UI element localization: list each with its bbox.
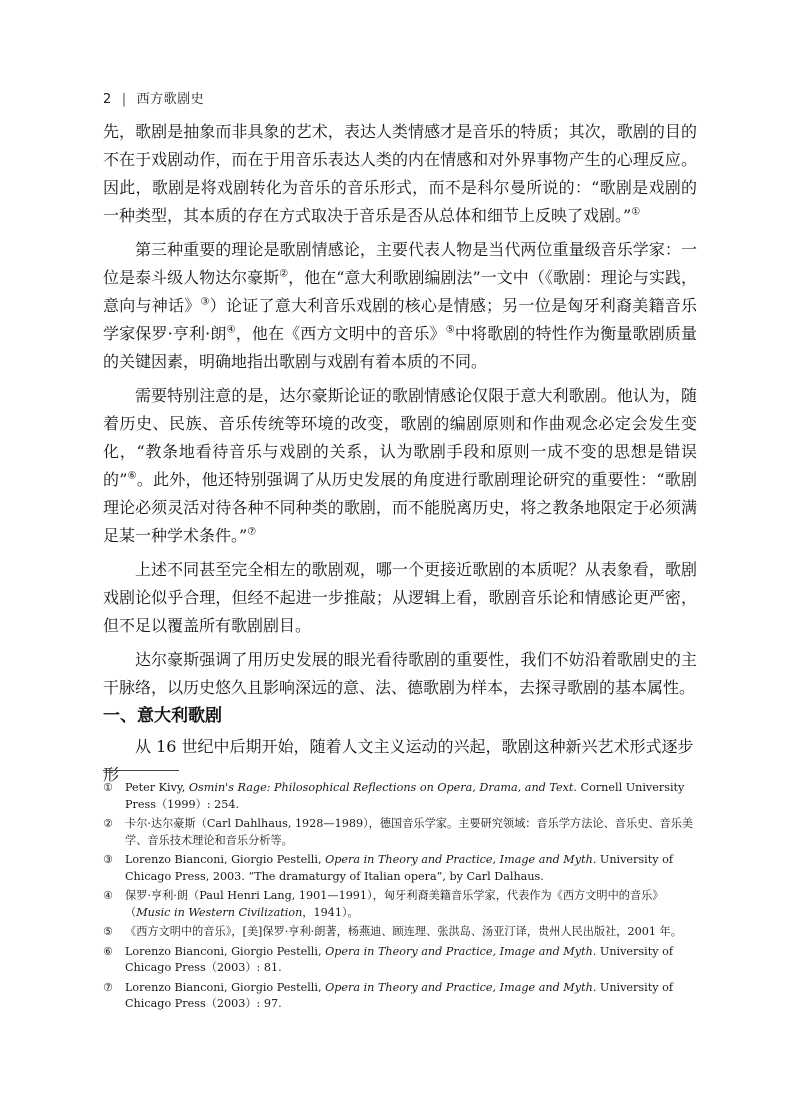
paragraph-3-text-a: 需要特别注意的是，达尔豪斯论证的歌剧情感论仅限于意大利歌剧。他认为，随着历史、民族、音乐传统等环境的改变，歌剧的编剧原则和作曲观念必定会发生变化，“教条地看待音乐与戏剧的关系，认为歌剧手段和原则一成不变的思想是错误的” bbox=[103, 386, 697, 489]
footnote bbox=[103, 852, 697, 885]
paragraph-1 bbox=[103, 118, 697, 230]
footnote bbox=[103, 924, 697, 941]
page-number: 2 bbox=[103, 92, 112, 107]
footnote-text-pre: 保罗·亨利·朗（Paul Henri Lang, 1901—1991），匈牙利裔美籍音乐学家，代表作为《西方文明中的音乐》（ bbox=[125, 889, 664, 919]
footnote bbox=[103, 816, 697, 849]
paragraph-2-text-c: ）论证了意大利音乐戏剧的核心是情感；另一位是匈牙利裔美籍音乐学家保罗·亨利·朗 bbox=[103, 296, 697, 343]
footnote-text bbox=[125, 780, 697, 813]
footnote-text bbox=[125, 924, 697, 941]
paragraph-3-text-b: 。此外，他还特别强调了从历史发展的角度进行歌剧理论研究的重要性：“歌剧理论必须灵活对待各种不同种类的歌剧，而不能脱离历史，将之教条地限定于必须满足某一种学术条件。” bbox=[103, 470, 697, 545]
footnote-text bbox=[125, 888, 697, 921]
footnote-mark: ④ bbox=[103, 889, 113, 902]
footnote-text-pre: 《西方文明中的音乐》，[美]保罗·亨利·朗著，杨燕迪、顾连理、张洪岛、汤亚汀译，贵州人民出版社，2001 年。 bbox=[125, 925, 682, 938]
paragraph-2-text-a: 第三种重要的理论是歌剧情感论，主要代表人物是当代两位重量级音乐学家：一位是泰斗级人物达尔豪斯 bbox=[103, 240, 697, 287]
footnote-text-pre: Lorenzo Bianconi, Giorgio Pestelli, bbox=[125, 853, 326, 866]
paragraph-5: 达尔豪斯强调了用历史发展的眼光看待歌剧的重要性，我们不妨沿着歌剧史的主干脉络，以历史悠久且影响深远的意、法、德歌剧为样本，去探寻歌剧的基本属性。 bbox=[103, 650, 697, 697]
paragraph-4: 上述不同甚至完全相左的歌剧观，哪一个更接近歌剧的本质呢？从表象看，歌剧戏剧论似乎合理，但经不起进一步推敲；从逻辑上看，歌剧音乐论和情感论更严密，但不足以覆盖所有歌剧剧目。 bbox=[103, 560, 697, 635]
footnote-mark: ① bbox=[103, 781, 113, 794]
section-heading: 一、意大利歌剧 bbox=[103, 706, 222, 726]
paragraph-2-text-b: ，他在“意大利歌剧编剧法”一文中（《歌剧：理论与实践，意向与神话》 bbox=[103, 268, 697, 315]
paragraph-1-text: 先，歌剧是抽象而非具象的艺术，表达人类情感才是音乐的特质；其次，歌剧的目的不在于戏剧动作，而在于用音乐表达人类的内在情感和对外界事物产生的心理反应。因此，歌剧是将戏剧转化为音乐的音乐形式，而不是科尔曼所说的：“歌剧是戏剧的一种类型，其本质的存在方式取决于音乐是否从总体和细节上反映了戏剧。” bbox=[103, 122, 697, 225]
footnote bbox=[103, 780, 697, 813]
footnote-ref-1: ① bbox=[631, 206, 641, 218]
footnote-text-post: University of Chicago Press（2003）: 81. bbox=[125, 944, 673, 974]
footnote bbox=[103, 944, 697, 977]
footnote-text bbox=[125, 980, 697, 1013]
paragraph-2-text-e: 中将歌剧的特性作为衡量歌剧质量的关键因素，明确地指出歌剧与戏剧有着本质的不同。 bbox=[103, 324, 697, 371]
header-separator: | bbox=[121, 92, 127, 107]
footnote-ref-6: ⑥ bbox=[127, 470, 137, 482]
footnote-text-post: University of Chicago Press（2003）: 97. bbox=[125, 980, 673, 1010]
footnote-text-pre: Lorenzo Bianconi, Giorgio Pestelli, bbox=[125, 980, 326, 994]
footnote-text bbox=[125, 816, 697, 849]
paragraph-3 bbox=[103, 382, 697, 550]
footnote-ref-3: ③ bbox=[200, 296, 210, 308]
footnote-title: Opera in Theory and Practice, Image and Myth. bbox=[325, 853, 597, 866]
footnote-mark: ⑥ bbox=[103, 944, 113, 958]
paragraph-2 bbox=[103, 236, 697, 376]
footnotes bbox=[103, 780, 697, 1016]
footnote-text-pre: Peter Kivy, bbox=[125, 781, 189, 794]
footnote-mark: ② bbox=[103, 817, 113, 830]
running-header bbox=[103, 88, 204, 107]
footnote-text-post: Cornell University Press（1999）: 254. bbox=[125, 781, 685, 811]
footnote-ref-5: ⑤ bbox=[445, 324, 455, 336]
footnote-title: Opera in Theory and Practice, Image and Myth. bbox=[325, 980, 597, 994]
footnote-mark: ⑦ bbox=[103, 980, 113, 994]
footnote-text bbox=[125, 852, 697, 885]
footnote-text-post: ，1941）。 bbox=[302, 905, 359, 919]
footnote-mark: ③ bbox=[103, 853, 113, 866]
book-title: 西方歌剧史 bbox=[136, 92, 205, 107]
footnote-ref-4: ④ bbox=[226, 324, 236, 336]
footnote-text-pre: 卡尔·达尔豪斯（Carl Dahlhaus, 1928—1989），德国音乐学家。主要研究领域：音乐学方法论、音乐史、音乐美学、音乐技术理论和音乐分析等。 bbox=[125, 817, 694, 847]
footnote-ref-2: ② bbox=[279, 268, 289, 280]
footnote bbox=[103, 888, 697, 921]
footnote bbox=[103, 980, 697, 1013]
section-paragraph: 从 16 世纪中后期开始，随着人文主义运动的兴起，歌剧这种新兴艺术形式逐步形 bbox=[103, 737, 694, 784]
footnote-divider bbox=[103, 770, 179, 771]
footnote-text bbox=[125, 944, 697, 977]
footnote-text-post: University of Chicago Press, 2003. “The dramaturgy of Italian opera”, by Carl Dalhaus. bbox=[125, 853, 673, 883]
footnote-ref-7: ⑦ bbox=[247, 526, 257, 538]
footnote-title: Music in Western Civilization bbox=[136, 905, 303, 919]
footnote-title: Osmin's Rage: Philosophical Reflections on Opera, Drama, and Text. bbox=[188, 781, 577, 794]
paragraph-2-text-d: ，他在《西方文明中的音乐》 bbox=[235, 324, 446, 343]
footnote-title: Opera in Theory and Practice, Image and Myth. bbox=[325, 944, 597, 958]
footnote-mark: ⑤ bbox=[103, 925, 113, 938]
body-text bbox=[103, 118, 697, 708]
footnote-text-pre: Lorenzo Bianconi, Giorgio Pestelli, bbox=[125, 944, 326, 958]
